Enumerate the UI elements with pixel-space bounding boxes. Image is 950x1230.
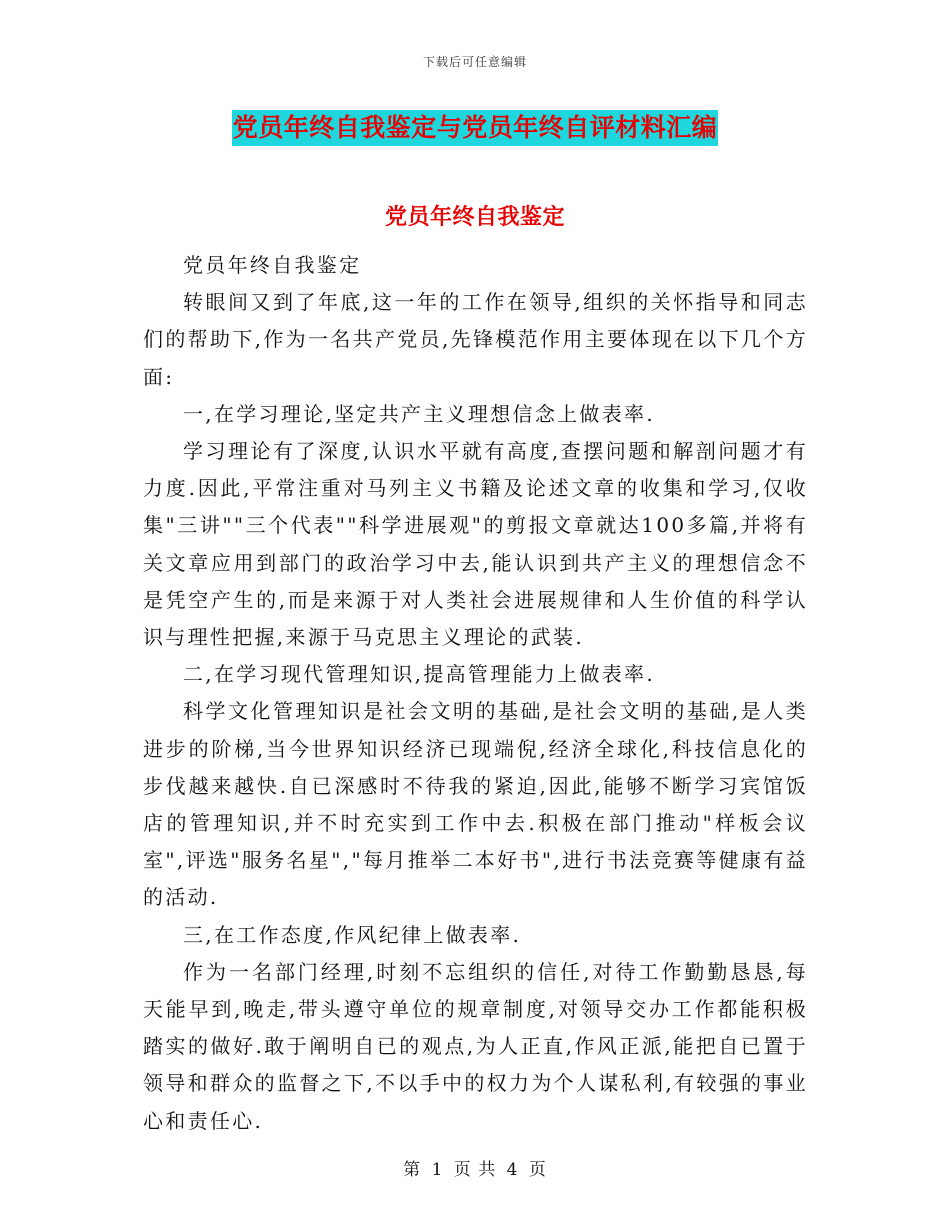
paragraph: 一,在学习理论,坚定共产主义理想信念上做表率. (183, 401, 655, 426)
paragraph: 学习理论有了深度,认识水平就有高度,查摆问题和解剖问题才有力度.因此,平常注重对马列主义书籍及论述文章的收集和学习,仅收集"三讲""三个代表""科学进展观"的剪报文章就达100多篇,并将有关文章应用到部门的政治学习中去,能认识到共产主义的理想信念不是凭空产生的,而是来源于对人类社会进展规律和人生价值的科学认识与理性把握,来源于马克思主义理论的武装. (143, 439, 808, 650)
total-pages-number: 4 (506, 1160, 519, 1180)
document-body (143, 247, 808, 1140)
page-footer (0, 1155, 950, 1180)
paragraph: 科学文化管理知识是社会文明的基础,是社会文明的基础,是人类进步的阶梯,当今世界知识经济已现端倪,经济全球化,科技信息化的步伐越来越快.自已深感时不待我的紧迫,因此,能够不断学习宾馆饭店的管理知识,并不时充实到工作中去.积极在部门推动"样板会议室",评选"服务名星","每月推举二本好书",进行书法竞赛等健康有益的活动. (143, 699, 808, 910)
paragraph: 三,在工作态度,作风纪律上做表率. (183, 922, 522, 947)
document-title: 党员年终自我鉴定与党员年终自评材料汇编 (232, 110, 719, 146)
main-title-wrap (0, 110, 950, 146)
current-page-number: 1 (431, 1160, 444, 1180)
paragraph: 作为一名部门经理,时刻不忘组织的信任,对待工作勤勤恳恳,每天能早到,晚走,带头遵守单位的规章制度,对领导交办工作都能积极踏实的做好.敢于阐明自已的观点,为人正直,作风正派,能把自已置于领导和群众的监督之下,不以手中的权力为个人谋私利,有较强的事业心和责任心. (143, 959, 808, 1133)
paragraph: 转眼间又到了年底,这一年的工作在领导,组织的关怀指导和同志们的帮助下,作为一名共产党员,先锋模范作用主要体现在以下几个方面: (143, 290, 808, 389)
paragraph: 党员年终自我鉴定 (183, 253, 362, 277)
section-title: 党员年终自我鉴定 (384, 205, 565, 230)
page-label-mid: 页 共 (453, 1160, 497, 1180)
page-label-prefix: 第 (403, 1160, 422, 1180)
header-note: 下载后可任意编辑 (422, 55, 527, 69)
paragraph: 二,在学习现代管理知识,提高管理能力上做表率. (183, 662, 655, 687)
page-label-suffix: 页 (528, 1160, 547, 1180)
